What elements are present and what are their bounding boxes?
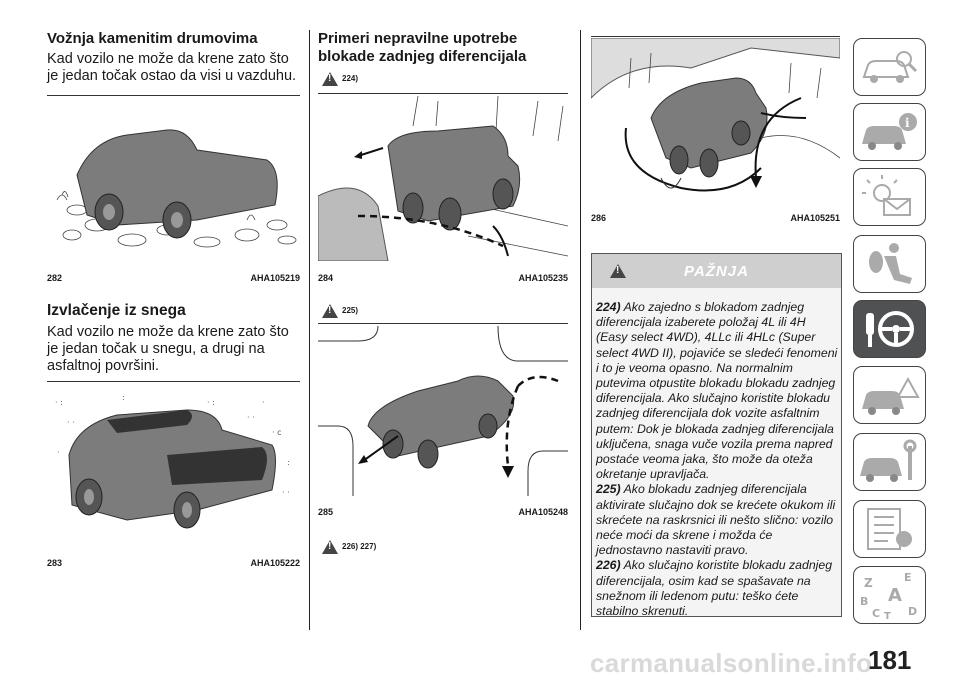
page-number: 181 <box>868 645 912 675</box>
svg-text:· :: · : <box>207 398 215 407</box>
figure-number: 285 <box>318 507 334 517</box>
car-info-icon <box>854 104 925 160</box>
figure-code: AHA105251 <box>790 213 840 223</box>
steering-wheel-key-icon <box>854 301 925 357</box>
figure-caption <box>591 213 840 223</box>
note-number: 224) <box>596 300 621 314</box>
warning-icon <box>322 540 338 554</box>
warning-ref <box>322 70 358 88</box>
svg-text:i: i <box>905 116 910 130</box>
svg-text::: : <box>122 393 125 402</box>
figure-intersection <box>318 326 568 496</box>
warning-icon <box>322 72 338 86</box>
sidebar-tab-technical-data[interactable] <box>853 500 926 558</box>
warning-ref <box>322 538 376 556</box>
warning-body <box>596 300 840 619</box>
figure-code: AHA105248 <box>518 507 568 517</box>
sidebar-tab-maintenance[interactable] <box>853 433 926 491</box>
figure-number: 282 <box>47 273 63 283</box>
warning-ref <box>322 302 358 320</box>
svg-text:· :: · : <box>55 398 63 407</box>
warning-box <box>591 253 842 617</box>
airbag-seat-icon <box>854 236 925 292</box>
note-text: Ako blokadu zadnjeg diferencijala aktivirate slučajno dok se krećete okukom ili skrećete na raskrsnici ili nešto slično: vozilo neće moći da skrene i možda će jednostavno nastaviti pravo. <box>596 482 836 558</box>
note-text: Ako zajedno s blokadom zadnjeg diferencijala izaberete položaj 4L ili 4H (Easy select 4WD), 4LLc ili 4HLc (Super select 4WD II), pojaviće se sledeći fenomeni i to je veoma opasno. Na normalnim putevima otpustite blokadu blokadu zadnjeg diferencijala. Ako slučajno koristite blokadu zadnjeg diferencijala dok vozite asfaltnim putem: Dok je blokada zadnjeg diferencijala uključena, snaga vuče vozila prema napred postaće veoma jaka, što može da oteža okretanje upravljača. <box>596 300 838 482</box>
svg-text:·: · <box>57 448 60 457</box>
index-letter: Z <box>864 576 873 590</box>
sidebar-tab-emergency[interactable] <box>853 366 926 424</box>
index-letter: B <box>860 595 869 608</box>
paragraph: Kad vozilo ne može da krene zato što je jedan točak ostao da visi u vazduhu. <box>47 51 297 84</box>
svg-text:· ·: · · <box>247 413 255 422</box>
figure-number: 284 <box>318 273 334 283</box>
figure-code: AHA105219 <box>250 273 300 283</box>
svg-text:· ·: · · <box>67 418 75 427</box>
figure-number: 283 <box>47 558 63 568</box>
reference-numbers: 226) 227) <box>342 542 377 552</box>
sidebar-tab-starting-driving[interactable] <box>853 300 926 358</box>
figure-caption <box>47 558 300 568</box>
figure-rocky-road <box>47 100 300 260</box>
divider <box>318 93 568 94</box>
note-text: Ako slučajno koristite blokadu zadnjeg diferencijala, osim kad se spašavate na snežnom ili ledenom putu: teško ćete stabilno skrenuti. <box>596 558 833 619</box>
figure-caption <box>47 273 300 283</box>
reference-numbers: 224) <box>342 74 359 84</box>
figure-trench <box>318 96 568 261</box>
divider <box>591 36 840 37</box>
reference-numbers: 225) <box>342 306 359 316</box>
svg-text::: : <box>287 458 290 467</box>
index-letter: D <box>908 605 918 618</box>
figure-code: AHA105222 <box>250 558 300 568</box>
figure-number: 286 <box>591 213 607 223</box>
sidebar-tab-lights-messages[interactable] <box>853 168 926 226</box>
index-letter: C <box>872 607 881 620</box>
svg-text:· ·: · · <box>282 488 290 497</box>
car-wrench-icon <box>854 434 925 490</box>
figure-caption <box>318 273 568 283</box>
section-heading: Primeri nepravilne upotrebe blokade zadnjeg diferencijala <box>318 30 527 65</box>
note-number: 225) <box>596 482 621 497</box>
sidebar-tab-vehicle-overview[interactable] <box>853 38 926 96</box>
column-divider <box>580 30 581 630</box>
figure-snow <box>47 385 300 550</box>
warning-title: PAŽNJA <box>684 263 749 280</box>
sidebar-tab-safety[interactable] <box>853 235 926 293</box>
divider <box>47 95 300 96</box>
section-heading: Vožnja kamenitim drumovima <box>47 30 258 47</box>
figure-caption <box>318 507 568 517</box>
warning-box-header <box>592 254 841 288</box>
divider <box>318 323 568 324</box>
svg-text:·: · <box>262 398 265 407</box>
note-number: 226) <box>596 558 621 573</box>
figure-curve <box>591 38 840 203</box>
divider <box>47 381 300 382</box>
sidebar-tab-index[interactable] <box>853 566 926 624</box>
index-letter: A <box>888 585 902 606</box>
paragraph: Kad vozilo ne može da krene zato što je jedan točak u snegu, a drugi na asfaltnoj površini. <box>47 324 289 374</box>
section-heading: Izvlačenje iz snega <box>47 302 186 319</box>
index-letter: T <box>884 611 891 622</box>
figure-code: AHA105235 <box>518 273 568 283</box>
warning-icon <box>322 304 338 318</box>
sidebar-tab-dashboard-info[interactable] <box>853 103 926 161</box>
alphabet-index-icon <box>854 567 925 623</box>
warning-lights-icon <box>854 169 925 225</box>
svg-text:· c: · c <box>272 428 282 437</box>
column-divider <box>309 30 310 630</box>
watermark: carmanualsonline.info <box>590 648 873 678</box>
checklist-icon <box>854 501 925 557</box>
car-warning-icon <box>854 367 925 423</box>
index-letter: E <box>904 571 912 584</box>
car-search-icon <box>854 39 925 95</box>
